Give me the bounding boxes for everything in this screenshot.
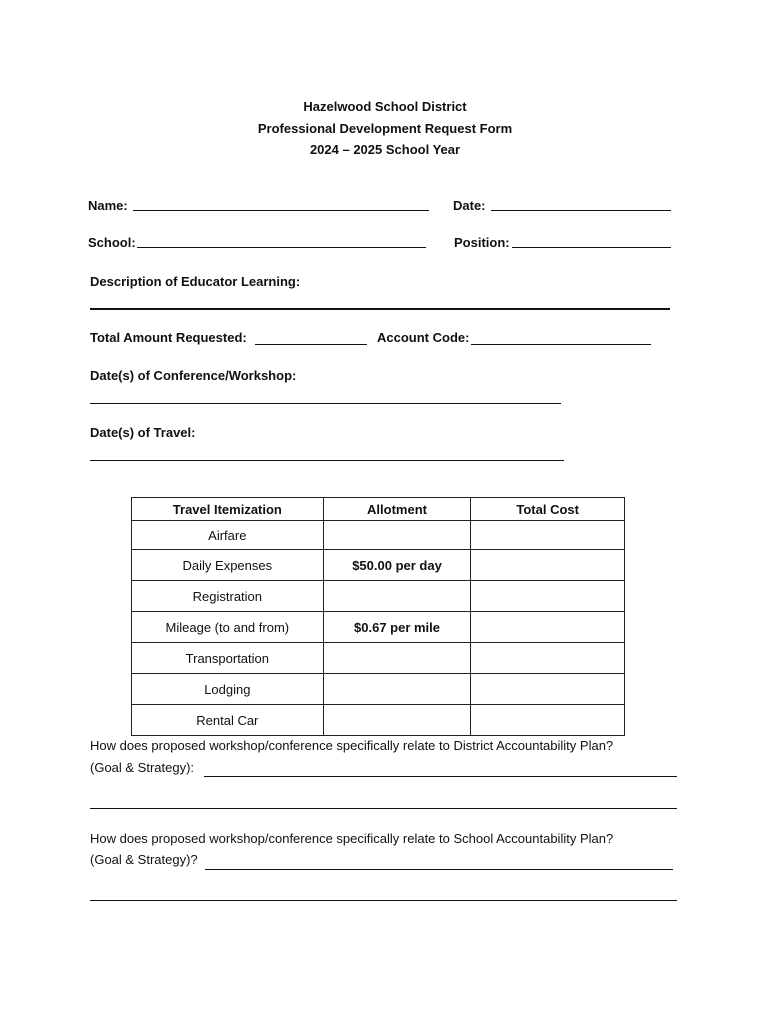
total-cost-cell[interactable] — [471, 521, 625, 550]
district-goal-label: (Goal & Strategy): — [90, 760, 195, 775]
total-cost-cell[interactable] — [471, 550, 625, 581]
allotment-cell: $50.00 per day — [323, 550, 471, 581]
header-allotment: Allotment — [323, 498, 471, 521]
table-row — [132, 643, 625, 674]
travel-itemization-table — [131, 497, 625, 736]
district-question: How does proposed workshop/conference specifically relate to District Accountability Plan? — [90, 738, 614, 753]
district-goal-field-2[interactable] — [90, 808, 677, 809]
table-row — [132, 674, 625, 705]
item-cell: Lodging — [132, 674, 324, 705]
item-cell: Mileage (to and from) — [132, 612, 324, 643]
travel-dates-label: Date(s) of Travel: — [90, 425, 196, 440]
name-label: Name: — [88, 198, 128, 213]
name-field[interactable] — [133, 210, 429, 211]
total-cost-cell[interactable] — [471, 674, 625, 705]
date-field[interactable] — [491, 210, 671, 211]
total-cost-cell[interactable] — [471, 643, 625, 674]
conference-dates-label: Date(s) of Conference/Workshop: — [90, 368, 297, 383]
table-row — [132, 550, 625, 581]
school-label: School: — [88, 235, 136, 250]
school-goal-field-2[interactable] — [90, 900, 677, 901]
table-row — [132, 521, 625, 550]
allotment-cell — [323, 643, 471, 674]
account-code-label: Account Code: — [377, 330, 470, 345]
school-question: How does proposed workshop/conference specifically relate to School Accountability Plan? — [90, 831, 614, 846]
travel-dates-field[interactable] — [90, 460, 564, 461]
school-field[interactable] — [137, 247, 426, 248]
item-cell: Transportation — [132, 643, 324, 674]
account-code-field[interactable] — [471, 344, 651, 345]
date-label: Date: — [453, 198, 486, 213]
position-field[interactable] — [512, 247, 671, 248]
total-cost-cell[interactable] — [471, 612, 625, 643]
total-amount-field[interactable] — [255, 344, 367, 345]
header-total-cost: Total Cost — [471, 498, 625, 521]
item-cell: Daily Expenses — [132, 550, 324, 581]
total-cost-cell[interactable] — [471, 581, 625, 612]
description-label: Description of Educator Learning: — [90, 274, 301, 289]
conference-dates-field[interactable] — [90, 403, 561, 404]
allotment-cell — [323, 521, 471, 550]
item-cell: Registration — [132, 581, 324, 612]
allotment-cell — [323, 705, 471, 736]
allotment-cell — [323, 674, 471, 705]
school-year: 2024 – 2025 School Year — [309, 142, 461, 157]
table-row — [132, 581, 625, 612]
item-cell: Airfare — [132, 521, 324, 550]
school-goal-field[interactable] — [205, 869, 673, 870]
form-header — [0, 96, 770, 161]
total-amount-label: Total Amount Requested: — [90, 330, 247, 345]
school-goal-label: (Goal & Strategy)? — [90, 852, 198, 867]
item-cell: Rental Car — [132, 705, 324, 736]
allotment-cell: $0.67 per mile — [323, 612, 471, 643]
position-label: Position: — [454, 235, 510, 250]
district-goal-field[interactable] — [204, 776, 677, 777]
description-field[interactable] — [90, 308, 670, 310]
table-header-row — [132, 498, 625, 521]
total-cost-cell[interactable] — [471, 705, 625, 736]
allotment-cell — [323, 581, 471, 612]
table-row — [132, 612, 625, 643]
header-travel-itemization: Travel Itemization — [132, 498, 324, 521]
table-row — [132, 705, 625, 736]
form-title: Professional Development Request Form — [257, 120, 513, 136]
district-name: Hazelwood School District — [303, 99, 467, 114]
